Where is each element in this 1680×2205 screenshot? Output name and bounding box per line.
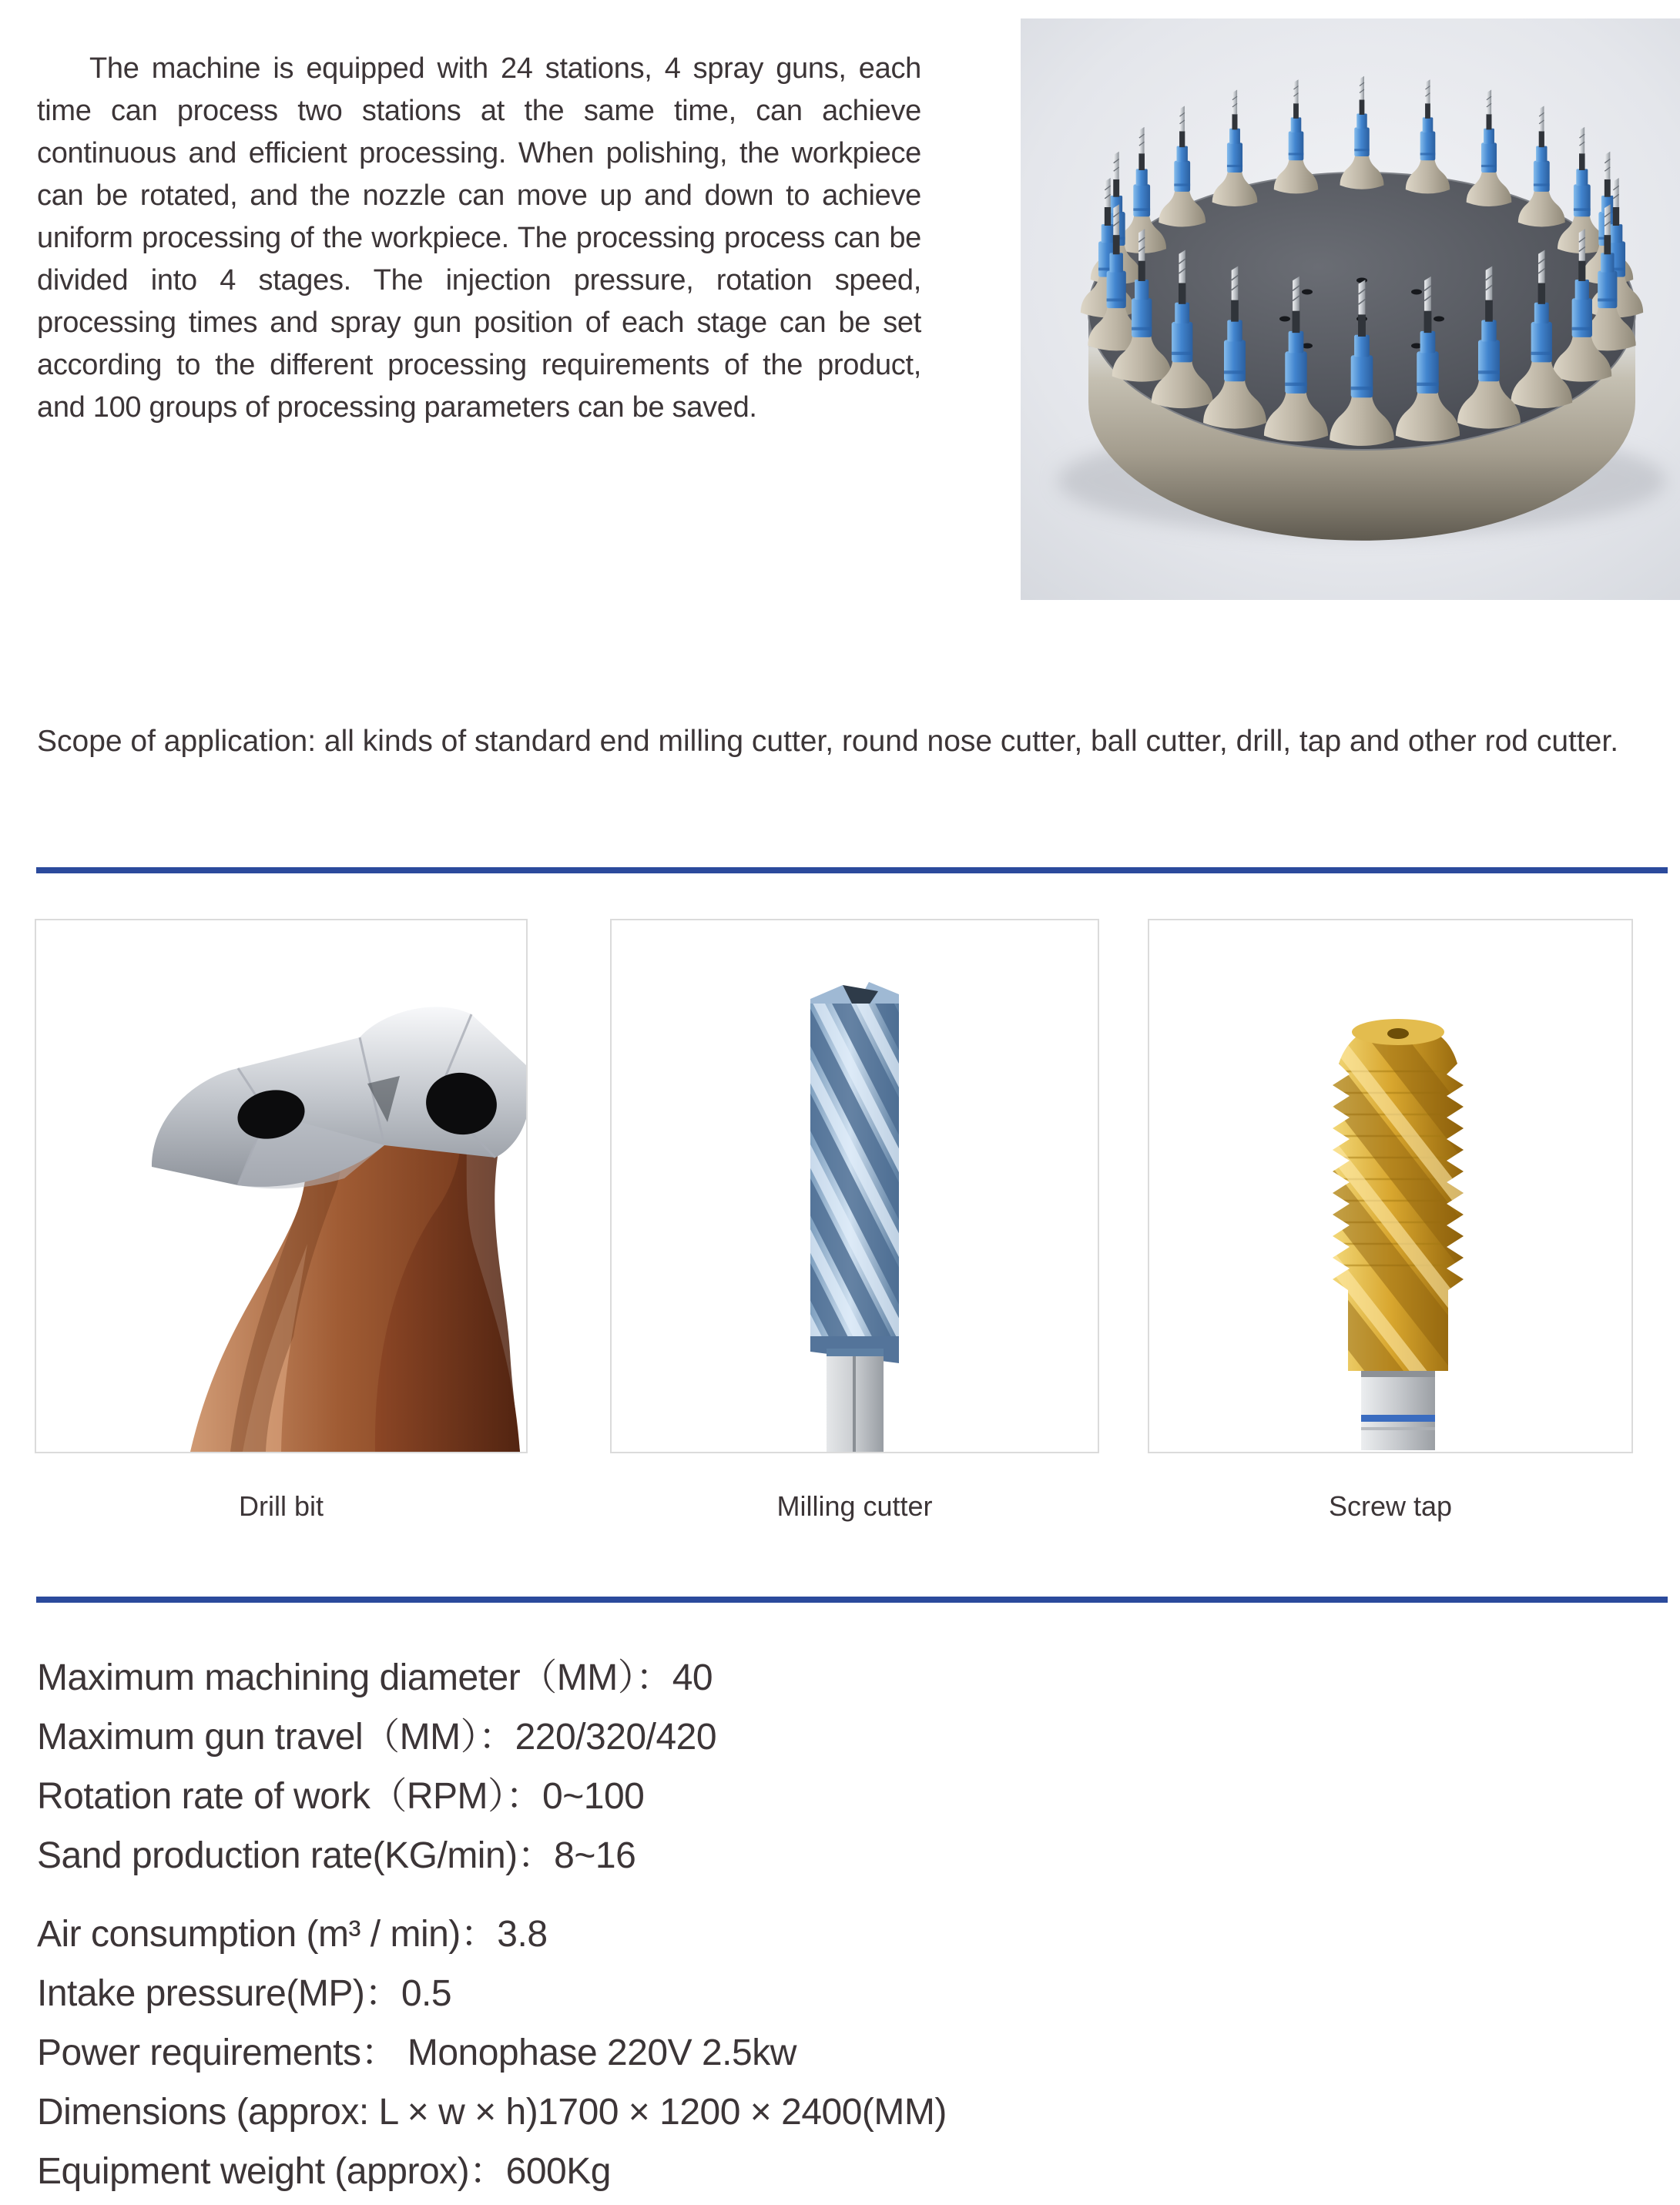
caption-drill-bit: Drill bit [238,1490,324,1522]
caption-milling-cutter: Milling cutter [776,1490,933,1522]
spec-rotation-rate: Rotation rate of work（RPM）：0~100 [37,1776,645,1817]
spec-power-requirements: Power requirements： Monophase 220V 2.5kw [37,2032,796,2073]
spec-intake-pressure: Intake pressure(MP)：0.5 [37,1973,452,2014]
drill-bit-image [35,919,528,1453]
rotary-table-svg [1021,18,1680,600]
spec-list [37,1648,1655,2201]
spec-air-consumption: Air consumption (m³ / min)：3.8 [37,1914,548,1955]
divider-line-bottom [36,1597,1668,1603]
spec-sand-production-rate: Sand production rate(KG/min)：8~16 [37,1835,636,1876]
divider-line-top [36,867,1668,873]
spec-max-gun-travel: Maximum gun travel（MM）：220/320/420 [37,1717,717,1758]
screw-tap-svg [1149,920,1631,1452]
spec-dimensions: Dimensions (approx: L × w × h)1700 × 1200 × 2400(MM) [37,2092,947,2133]
drill-bit-svg [36,920,526,1452]
milling-cutter-svg [612,920,1098,1452]
screw-tap-image [1148,919,1633,1453]
rotary-table-image [1021,18,1680,600]
caption-screw-tap: Screw tap [1328,1490,1453,1522]
spec-equipment-weight: Equipment weight (approx)：600Kg [37,2151,611,2192]
spec-max-machining-diameter: Maximum machining diameter（MM）：40 [37,1657,713,1698]
scope-text: Scope of application: all kinds of standard end milling cutter, round nose cutter, ball cutter, drill, tap and other rod cutter. [37,725,1619,758]
milling-cutter-image [610,919,1099,1453]
intro-paragraph: The machine is equipped with 24 stations, 4 spray guns, each time can process two stations at the same time, can achieve continuous and efficient processing. When polishing, the workpiece can be rotated, and the nozzle can move up and down to achieve uniform processing of the workpiece. The processing process can be divided into 4 stages. The injection pressure, rotation speed, processing times and spray gun position of each stage can be set according to the different processing requirements of the product, and 100 groups of processing parameters can be saved. [37,52,921,424]
